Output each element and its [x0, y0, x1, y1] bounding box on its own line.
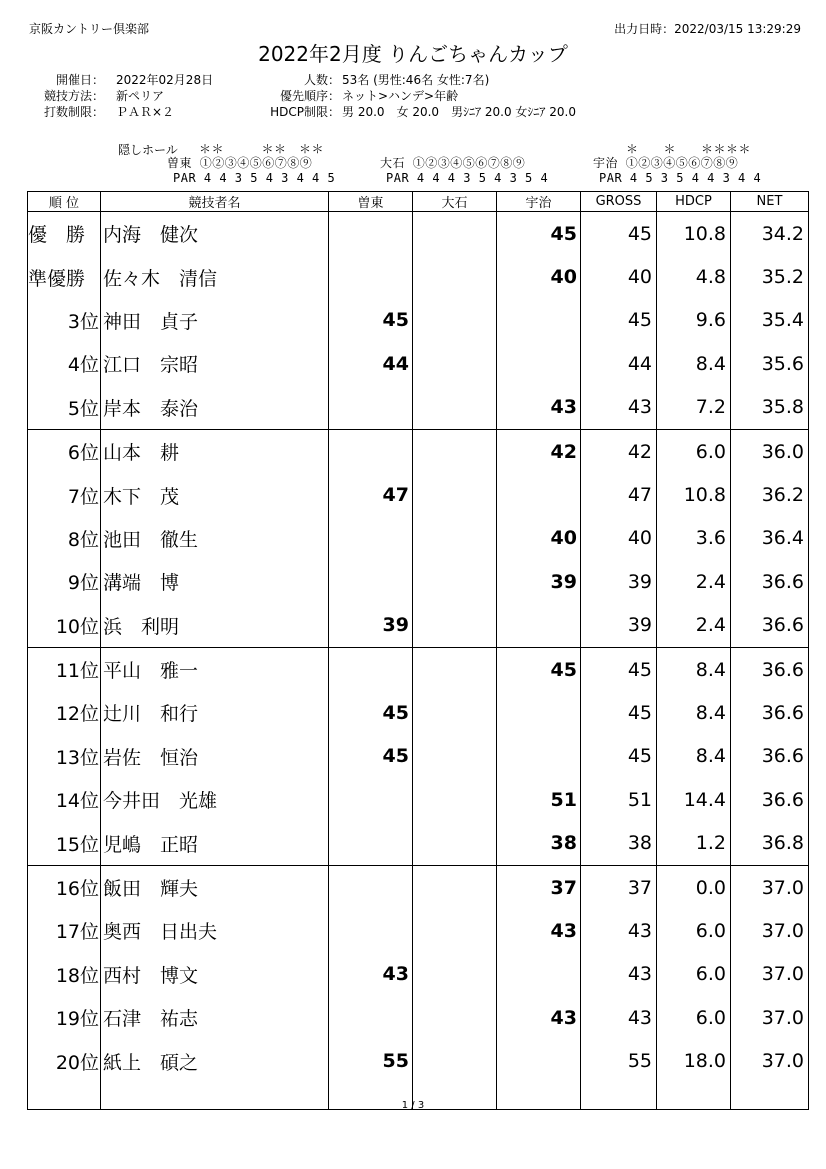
net-score: 36.6 [731, 560, 809, 603]
rank-cell: 13位 [28, 735, 101, 778]
method-label: 競技方法： [43, 89, 104, 103]
hdcp-value: 6.0 [657, 909, 731, 952]
rank-cell: 3位 [28, 299, 101, 342]
table-row [28, 865, 809, 909]
col-rank: 順 位 [28, 192, 101, 212]
uji-score [497, 299, 581, 342]
player-name: 石津 祐志 [101, 996, 329, 1039]
table-header-row [28, 192, 809, 212]
sone-score [329, 255, 413, 298]
gross-score: 40 [581, 255, 657, 298]
sone-score [329, 778, 413, 821]
gross-score: 47 [581, 473, 657, 516]
table-row [28, 691, 809, 734]
player-name: 児嶋 正昭 [101, 821, 329, 865]
uji-score: 45 [497, 647, 581, 691]
hdcp-value: 0.0 [657, 865, 731, 909]
club-name: 京阪カントリー倶楽部 [29, 22, 150, 36]
sone-score: 44 [329, 342, 413, 385]
net-score: 36.6 [731, 604, 809, 648]
sone-score [329, 821, 413, 865]
hdcp-value: 10.8 [657, 473, 731, 516]
col-net: NET [731, 192, 809, 212]
hdcp-value: 8.4 [657, 691, 731, 734]
rank-cell: 12位 [28, 691, 101, 734]
gross-score: 43 [581, 909, 657, 952]
hdcp-value: 6.0 [657, 429, 731, 473]
rank-cell: 4位 [28, 342, 101, 385]
rank-cell: 10位 [28, 604, 101, 648]
priority-value: ネット>ハンデ>年齢 [342, 89, 459, 103]
gross-score: 55 [581, 1039, 657, 1082]
oishi-score [413, 865, 497, 909]
player-name: 池田 徹生 [101, 517, 329, 560]
player-name: 飯田 輝夫 [101, 865, 329, 909]
hdcp-value: 18.0 [657, 1039, 731, 1082]
sone-score: 45 [329, 735, 413, 778]
net-score: 37.0 [731, 996, 809, 1039]
table-row [28, 909, 809, 952]
table-row [28, 212, 809, 256]
hdcp-value: 6.0 [657, 996, 731, 1039]
sone-score [329, 517, 413, 560]
uji-score: 45 [497, 212, 581, 256]
hdcp-value: 8.4 [657, 647, 731, 691]
net-score: 37.0 [731, 865, 809, 909]
player-name: 西村 博文 [101, 953, 329, 996]
uji-score [497, 473, 581, 516]
player-name: 内海 健次 [101, 212, 329, 256]
oishi-score [413, 735, 497, 778]
table-row [28, 473, 809, 516]
sone-score: 43 [329, 953, 413, 996]
count-value: 53名 (男性:46名 女性:7名) [342, 73, 490, 87]
gross-score: 39 [581, 560, 657, 603]
gross-score: 51 [581, 778, 657, 821]
hdcp-value: 8.4 [657, 735, 731, 778]
uji-score [497, 953, 581, 996]
net-score: 35.8 [731, 386, 809, 430]
sone-score [329, 429, 413, 473]
hdcp-value: 14.4 [657, 778, 731, 821]
rank-cell: 7位 [28, 473, 101, 516]
sone-score [329, 212, 413, 256]
info-labels-left [42, 72, 104, 120]
player-name: 江口 宗昭 [101, 342, 329, 385]
net-score: 36.6 [731, 735, 809, 778]
rank-cell: 19位 [28, 996, 101, 1039]
rank-cell: 18位 [28, 953, 101, 996]
player-name: 神田 貞子 [101, 299, 329, 342]
oishi-score [413, 473, 497, 516]
gross-score: 44 [581, 342, 657, 385]
sone-score [329, 386, 413, 430]
uji-score: 40 [497, 517, 581, 560]
player-name: 辻川 和行 [101, 691, 329, 734]
rank-cell: 17位 [28, 909, 101, 952]
gross-score: 43 [581, 386, 657, 430]
net-score: 35.2 [731, 255, 809, 298]
player-name: 木下 茂 [101, 473, 329, 516]
sone-hidden-stars: ＊＊ ＊＊ ＊＊ [199, 142, 325, 156]
table-row [28, 821, 809, 865]
uji-score: 43 [497, 909, 581, 952]
table-row [28, 299, 809, 342]
hdcp-value: 10.8 [657, 212, 731, 256]
player-name: 岸本 泰治 [101, 386, 329, 430]
oishi-score [413, 953, 497, 996]
gross-score: 40 [581, 517, 657, 560]
uji-course-line: 宇治 ①②③④⑤⑥⑦⑧⑨ [593, 156, 739, 170]
rank-cell: 20位 [28, 1039, 101, 1082]
net-score: 35.6 [731, 342, 809, 385]
oishi-score [413, 604, 497, 648]
oishi-score [413, 429, 497, 473]
table-row [28, 735, 809, 778]
player-name: 平山 雅一 [101, 647, 329, 691]
sone-score: 47 [329, 473, 413, 516]
date-value: 2022年02月28日 [116, 73, 214, 87]
uji-score: 43 [497, 386, 581, 430]
player-name: 奥西 日出夫 [101, 909, 329, 952]
net-score: 35.4 [731, 299, 809, 342]
page-number: 1 / 3 [401, 1100, 425, 1111]
page-title: 2022年2月度 りんごちゃんカップ [258, 42, 568, 66]
net-score: 34.2 [731, 212, 809, 256]
gross-score: 45 [581, 691, 657, 734]
count-label: 人数： [303, 73, 340, 87]
uji-score: 38 [497, 821, 581, 865]
net-score: 37.0 [731, 953, 809, 996]
info-values-right [342, 72, 576, 120]
net-score: 36.8 [731, 821, 809, 865]
table-row [28, 996, 809, 1039]
sone-score [329, 996, 413, 1039]
oishi-score [413, 560, 497, 603]
rank-cell: 16位 [28, 865, 101, 909]
hdcp-value: 2.4 [657, 560, 731, 603]
hdcp-value: 3.6 [657, 517, 731, 560]
hdcp-value: 男 20.0 女 20.0 男ｼﾆｱ 20.0 女ｼﾆｱ 20.0 [342, 105, 576, 119]
uji-score [497, 604, 581, 648]
player-name: 溝端 博 [101, 560, 329, 603]
table-row [28, 429, 809, 473]
sone-score [329, 560, 413, 603]
oishi-par-line: PAR 4 4 4 3 5 4 3 5 4 [386, 171, 549, 185]
player-name: 佐々木 清信 [101, 255, 329, 298]
table-row [28, 778, 809, 821]
rank-cell: 9位 [28, 560, 101, 603]
oishi-score [413, 647, 497, 691]
table-row [28, 1039, 809, 1082]
gross-score: 37 [581, 865, 657, 909]
sone-course-line: 曽東 ①②③④⑤⑥⑦⑧⑨ [167, 156, 313, 170]
date-label: 開催日： [55, 73, 104, 87]
table-row [28, 604, 809, 648]
rank-cell: 8位 [28, 517, 101, 560]
uji-hidden-stars: ＊ ＊ ＊＊＊＊ [626, 142, 752, 156]
sone-score: 45 [329, 691, 413, 734]
info-values-left [116, 72, 213, 120]
uji-score: 39 [497, 560, 581, 603]
hdcp-value: 2.4 [657, 604, 731, 648]
gross-score: 39 [581, 604, 657, 648]
gross-score: 45 [581, 299, 657, 342]
uji-score [497, 735, 581, 778]
net-score: 36.0 [731, 429, 809, 473]
gross-score: 43 [581, 953, 657, 996]
sone-score [329, 865, 413, 909]
rank-cell: 優 勝 [28, 212, 101, 256]
col-gross: GROSS [581, 192, 657, 212]
player-name: 浜 利明 [101, 604, 329, 648]
info-labels-right [254, 72, 340, 120]
hidden-holes-label: 隠しホール [118, 143, 178, 157]
results-table [27, 191, 809, 1110]
sone-par-line: PAR 4 4 3 5 4 3 4 4 5 [173, 171, 336, 185]
oishi-score [413, 996, 497, 1039]
oishi-course-line: 大石 ①②③④⑤⑥⑦⑧⑨ [380, 156, 526, 170]
hdcp-value: 6.0 [657, 953, 731, 996]
net-score: 37.0 [731, 1039, 809, 1082]
table-row [28, 953, 809, 996]
oishi-score [413, 299, 497, 342]
gross-score: 42 [581, 429, 657, 473]
net-score: 36.6 [731, 647, 809, 691]
gross-score: 45 [581, 735, 657, 778]
hdcp-value: 7.2 [657, 386, 731, 430]
hdcp-label: HDCP制限： [270, 105, 340, 119]
gross-score: 43 [581, 996, 657, 1039]
player-name: 今井田 光雄 [101, 778, 329, 821]
hdcp-value: 9.6 [657, 299, 731, 342]
rank-cell: 5位 [28, 386, 101, 430]
table-row [28, 255, 809, 298]
oishi-score [413, 1039, 497, 1082]
uji-score: 37 [497, 865, 581, 909]
hdcp-value: 8.4 [657, 342, 731, 385]
player-name: 山本 耕 [101, 429, 329, 473]
uji-score: 42 [497, 429, 581, 473]
gross-score: 45 [581, 647, 657, 691]
rank-cell: 11位 [28, 647, 101, 691]
oishi-score [413, 821, 497, 865]
uji-score [497, 691, 581, 734]
net-score: 36.6 [731, 778, 809, 821]
output-datetime [614, 20, 801, 37]
sone-score [329, 909, 413, 952]
table-row [28, 386, 809, 430]
table-row [28, 342, 809, 385]
player-name: 岩佐 恒治 [101, 735, 329, 778]
net-score: 36.2 [731, 473, 809, 516]
oishi-score [413, 386, 497, 430]
col-name: 競技者名 [101, 192, 329, 212]
table-row [28, 560, 809, 603]
oishi-score [413, 691, 497, 734]
net-score: 37.0 [731, 909, 809, 952]
net-score: 36.4 [731, 517, 809, 560]
sone-score [329, 647, 413, 691]
rank-cell: 6位 [28, 429, 101, 473]
oishi-score [413, 212, 497, 256]
table-row [28, 647, 809, 691]
rank-cell: 準優勝 [28, 255, 101, 298]
oishi-score [413, 778, 497, 821]
sone-score: 55 [329, 1039, 413, 1082]
col-hdcp: HDCP [657, 192, 731, 212]
oishi-score [413, 909, 497, 952]
limit-value: ＰＡＲ×２ [116, 105, 175, 119]
col-oishi: 大石 [413, 192, 497, 212]
uji-score: 43 [497, 996, 581, 1039]
uji-score: 51 [497, 778, 581, 821]
hdcp-value: 4.8 [657, 255, 731, 298]
col-sone: 曽東 [329, 192, 413, 212]
output-value: 2022/03/15 13:29:29 [674, 22, 801, 36]
output-label: 出力日時： [614, 22, 675, 36]
uji-score [497, 1039, 581, 1082]
gross-score: 45 [581, 212, 657, 256]
net-score: 36.6 [731, 691, 809, 734]
priority-label: 優先順序： [279, 89, 340, 103]
gross-score: 38 [581, 821, 657, 865]
oishi-score [413, 255, 497, 298]
uji-score: 40 [497, 255, 581, 298]
col-uji: 宇治 [497, 192, 581, 212]
results-body [28, 212, 809, 1110]
uji-par-line: PAR 4 5 3 5 4 4 3 4 4 [599, 171, 762, 185]
rank-cell: 14位 [28, 778, 101, 821]
oishi-score [413, 517, 497, 560]
rank-cell: 15位 [28, 821, 101, 865]
uji-score [497, 342, 581, 385]
table-row [28, 517, 809, 560]
method-value: 新ペリア [116, 89, 165, 103]
sone-score: 39 [329, 604, 413, 648]
sone-score: 45 [329, 299, 413, 342]
oishi-score [413, 342, 497, 385]
limit-label: 打数制限： [43, 105, 104, 119]
player-name: 紙上 碩之 [101, 1039, 329, 1082]
hdcp-value: 1.2 [657, 821, 731, 865]
